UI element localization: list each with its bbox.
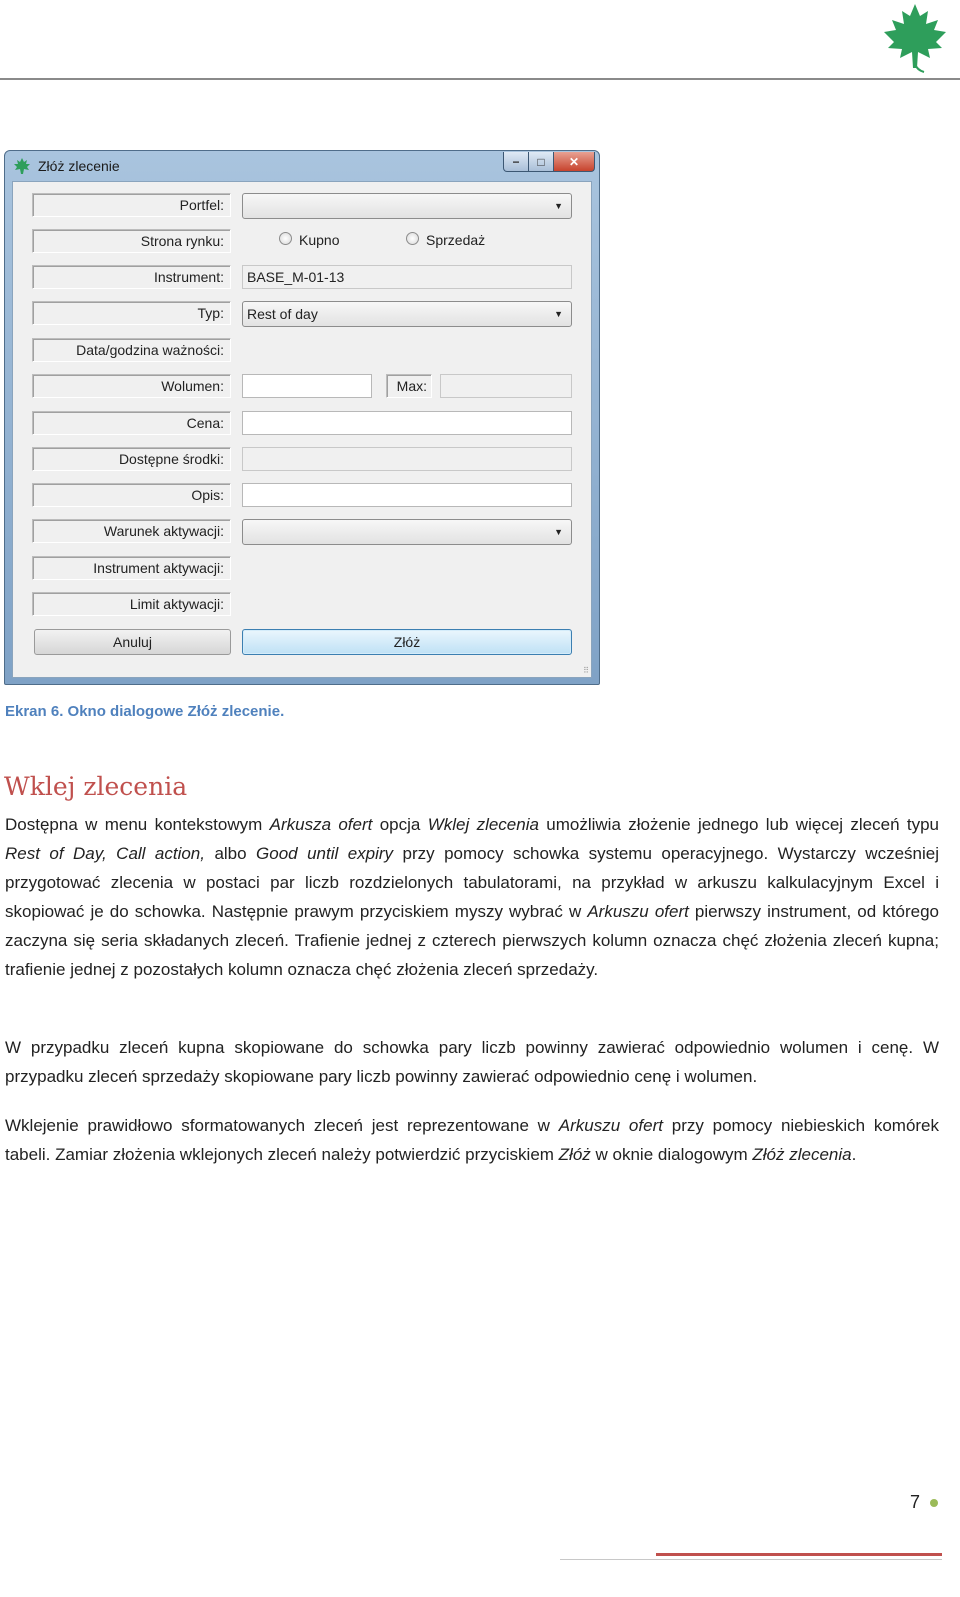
dropdown-arrow-icon: ▼ (554, 527, 563, 537)
instrument-label: Instrument: (32, 265, 231, 289)
wolumen-input[interactable] (242, 374, 372, 398)
row-data (13, 337, 591, 367)
typ-label: Typ: (32, 301, 231, 325)
row-wolumen (13, 373, 591, 403)
maple-leaf-logo-icon (880, 2, 950, 74)
page-number: 7 (910, 1492, 921, 1512)
minimize-button[interactable]: − (503, 152, 529, 172)
dialog-title: Złóż zlecenie (38, 158, 120, 174)
dostepne-srodki-field (242, 447, 572, 471)
portfel-select[interactable] (242, 193, 572, 219)
section-heading: Wklej zlecenia (4, 772, 188, 801)
kupno-label: Kupno (299, 232, 340, 248)
footer-rule-accent (656, 1553, 942, 1556)
dropdown-arrow-icon: ▼ (554, 309, 563, 319)
close-button[interactable]: ✕ (553, 152, 595, 172)
opis-input[interactable] (242, 483, 572, 507)
max-field (440, 374, 572, 398)
submit-button[interactable]: Złóż (242, 629, 572, 655)
kupno-radio[interactable] (279, 232, 292, 245)
cena-label: Cena: (32, 411, 231, 435)
strona-rynku-label: Strona rynku: (32, 229, 231, 253)
row-instrument-akt (13, 555, 591, 585)
typ-select[interactable] (242, 301, 572, 327)
cancel-button[interactable]: Anuluj (34, 629, 231, 655)
portfel-label: Portfel: (32, 193, 231, 217)
row-portfel (13, 192, 591, 222)
app-leaf-icon (13, 157, 31, 175)
instrument-aktywacji-label: Instrument aktywacji: (32, 556, 231, 580)
row-cena (13, 410, 591, 440)
header-rule (0, 78, 960, 80)
sprzedaz-radio[interactable] (406, 232, 419, 245)
instrument-field: BASE_M-01-13 (242, 265, 572, 289)
figure-caption: Ekran 6. Okno dialogowe Złóż zlecenie. (5, 703, 285, 720)
warunek-aktywacji-label: Warunek aktywacji: (32, 519, 231, 543)
dostepne-srodki-label: Dostępne środki: (32, 447, 231, 471)
row-limit (13, 591, 591, 621)
dialog-client-area (12, 181, 592, 678)
order-dialog (4, 150, 600, 685)
paragraph-2: W przypadku zleceń kupna skopiowane do schowka pary liczb powinny zawierać odpowiednio wolumen i cenę. W przypadku zleceń sprzedaży skopiowane pary liczb powinny zawierać odpowiednio cenę i wolumen. (5, 1038, 939, 1086)
paragraph-3: Wklejenie prawidłowo sformatowanych zleceń jest reprezentowane w Arkuszu ofert przy pomocy niebieskich komórek tabeli. Zamiar złożenia wklejonych zleceń należy potwierdzić przyciskiem Złóż w oknie dialogowym Złóż zlecenia. (5, 1116, 940, 1164)
row-instrument (13, 264, 591, 294)
row-strona (13, 228, 591, 258)
dropdown-arrow-icon: ▼ (554, 201, 563, 211)
paragraph-1: Dostępna w menu kontekstowym Arkusza ofert opcja Wklej zlecenia umożliwia złożenie jednego lub więcej zleceń typu Rest of Day, Call action, albo Good until expiry przy pomocy schowka systemu operacyjnego. Wystarczy wcześniej przygotować zlecenia w postaci par liczb rozdzielonych tabulatorami, na przykład w arkuszu kalkulacyjnym Excel i skopiować je do schowka. Następnie prawym przyciskiem myszy wybrać w Arkuszu ofert pierwszy instrument, od którego zaczyna się seria składanych zleceń. Trafienie jednej z czterech pierwszych kolumn oznacza chęć złożenia zleceń kupna; trafienie jednej z pozostałych kolumn oznacza chęć złożenia zleceń sprzedaży. (5, 815, 939, 979)
dialog-titlebar (5, 151, 599, 181)
wolumen-label: Wolumen: (32, 374, 231, 398)
page-dot-icon (930, 1499, 938, 1507)
row-opis (13, 482, 591, 512)
limit-aktywacji-label: Limit aktywacji: (32, 592, 231, 616)
footer-rule (560, 1559, 942, 1560)
row-srodki (13, 446, 591, 476)
max-label: Max: (386, 374, 432, 398)
row-warunek (13, 518, 591, 548)
row-buttons (13, 629, 591, 659)
resize-grip-icon[interactable]: ⠿ (583, 666, 588, 675)
data-godzina-label: Data/godzina ważności: (32, 338, 231, 362)
opis-label: Opis: (32, 483, 231, 507)
typ-select-value: Rest of day (247, 306, 318, 322)
cena-input[interactable] (242, 411, 572, 435)
maximize-button[interactable]: □ (528, 152, 554, 172)
sprzedaz-label: Sprzedaż (426, 232, 486, 248)
row-typ (13, 300, 591, 330)
warunek-aktywacji-select[interactable] (242, 519, 572, 545)
